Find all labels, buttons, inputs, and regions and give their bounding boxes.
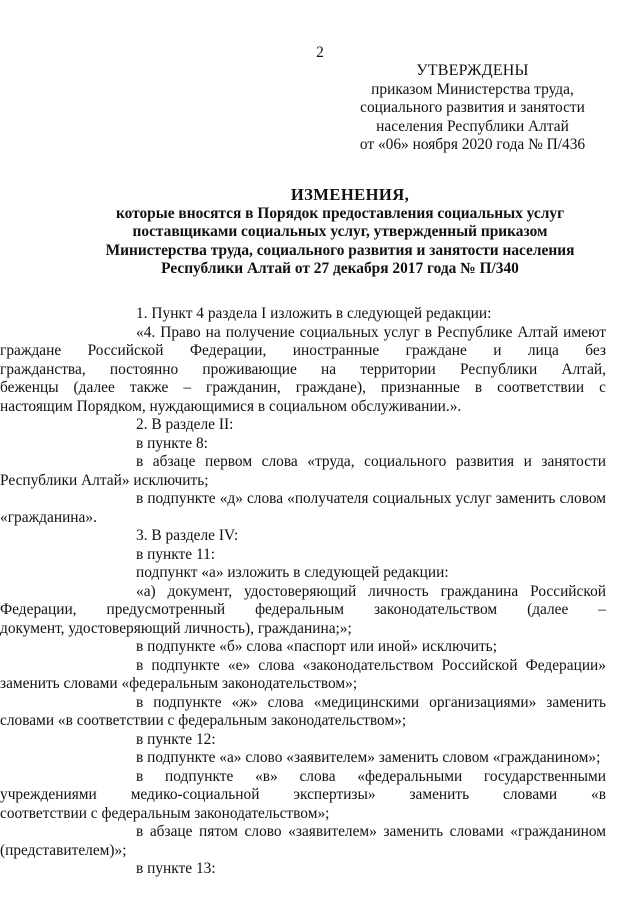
- approval-block: [340, 62, 605, 155]
- paragraph-line: «гражданина».: [0, 508, 97, 526]
- paragraph-line: соответствии с федеральным законодательством»;: [0, 804, 330, 822]
- paragraph-line: учреждениями медико-социальной экспертизы» заменить словами «в: [0, 786, 606, 803]
- paragraph: [0, 693, 606, 731]
- paragraph-line: Республики Алтай» исключить;: [0, 471, 209, 489]
- paragraph-line: в абзаце первом слова «труда, социального развития и занятости: [136, 453, 606, 470]
- paragraph-line: в пункте 12:: [136, 730, 216, 748]
- paragraph: [96, 749, 606, 768]
- title-line: поставщиками социальных услуг, утвержденный приказом: [132, 223, 548, 240]
- paragraph: [0, 823, 606, 860]
- paragraph: [0, 490, 606, 527]
- title-heading: ИЗМЕНЕНИЯ,: [290, 185, 410, 204]
- approval-line: УТВЕРЖДЕНЫ: [416, 62, 529, 79]
- paragraph: [96, 860, 606, 879]
- title-line: Министерства труда, социального развития и занятости населения: [105, 241, 575, 259]
- paragraph-line: подпункт «а» изложить в следующей редакции:: [136, 564, 449, 581]
- paragraph-line: «4. Право на получение социальных услуг в Республике Алтай имеют: [136, 323, 606, 341]
- paragraph-line: в пункте 11:: [136, 545, 216, 563]
- paragraph-line: в подпункте «ж» слова «медицинскими организациями» заменить: [136, 693, 606, 711]
- paragraph: [96, 305, 606, 324]
- paragraph-line: гражданства, постоянно проживающие на территории Республики Алтай,: [0, 360, 606, 378]
- paragraph: [96, 416, 606, 435]
- paragraph-line: в подпункте «д» слова «получателя социальных услуг заменить словом: [136, 490, 606, 507]
- paragraph-line: 1. Пункт 4 раздела I изложить в следующей редакции:: [136, 305, 492, 322]
- paragraph: [96, 435, 606, 454]
- approval-line: приказом Министерства труда,: [371, 80, 574, 98]
- approval-line: социального развития и занятости: [360, 99, 585, 116]
- paragraph-line: в подпункте «б» слова «паспорт или иной» исключить;: [136, 638, 497, 655]
- paragraph: [96, 731, 606, 750]
- paragraph-line: в абзаце пятом слово «заявителем» заменить словами «гражданином: [136, 823, 606, 840]
- paragraph: [0, 582, 606, 639]
- paragraph: [96, 546, 606, 565]
- page-number: 2: [316, 44, 324, 61]
- document-body: [0, 305, 606, 879]
- approval-line: от «06» ноября 2020 года № П/436: [359, 136, 586, 153]
- paragraph-line: в пункте 13:: [136, 860, 216, 877]
- paragraph: [0, 323, 606, 417]
- paragraph-line: 2. В разделе II:: [136, 416, 234, 433]
- paragraph: [0, 453, 606, 490]
- paragraph-line: в подпункте «а» слово «заявителем» заменить словом «гражданином»;: [136, 749, 601, 766]
- paragraph-line: Федерации, предусмотренный федеральным законодательством (далее –: [0, 601, 606, 618]
- paragraph-line: в подпункте «в» слова «федеральными государственными: [136, 767, 606, 785]
- paragraph: [96, 564, 606, 583]
- paragraph: [96, 638, 606, 657]
- paragraph-line: в пункте 8:: [136, 434, 208, 452]
- paragraph: [0, 767, 606, 824]
- paragraph-line: настоящим Порядком, нуждающимися в социальном обслуживании.».: [0, 397, 462, 415]
- document-title: [80, 186, 600, 279]
- paragraph-line: «а) документ, удостоверяющий личность гражданина Российской: [136, 582, 606, 600]
- paragraph-line: граждане Российской Федерации, иностранные граждане и лица без: [0, 342, 606, 359]
- paragraph: [0, 656, 606, 694]
- paragraph-line: (представителем)»;: [0, 841, 127, 859]
- paragraph-line: 3. В разделе IV:: [136, 527, 239, 544]
- approval-line: населения Республики Алтай: [376, 117, 569, 135]
- paragraph-line: словами «в соответствии с федеральным законодательством»;: [0, 712, 407, 729]
- title-line: которые вносятся в Порядок предоставления социальных услуг: [115, 204, 565, 222]
- paragraph-line: беженцы (далее также – гражданин, граждане), признанные в соответствии с: [0, 379, 606, 396]
- paragraph: [96, 527, 606, 546]
- paragraph-line: документ, удостоверяющий личность), гражданина;»;: [0, 619, 352, 637]
- paragraph-line: заменить словами «федеральным законодательством»;: [0, 675, 358, 692]
- title-line: Республики Алтай от 27 декабря 2017 года № П/340: [161, 260, 519, 277]
- paragraph-line: в подпункте «е» слова «законодательством Российской Федерации»: [136, 656, 606, 674]
